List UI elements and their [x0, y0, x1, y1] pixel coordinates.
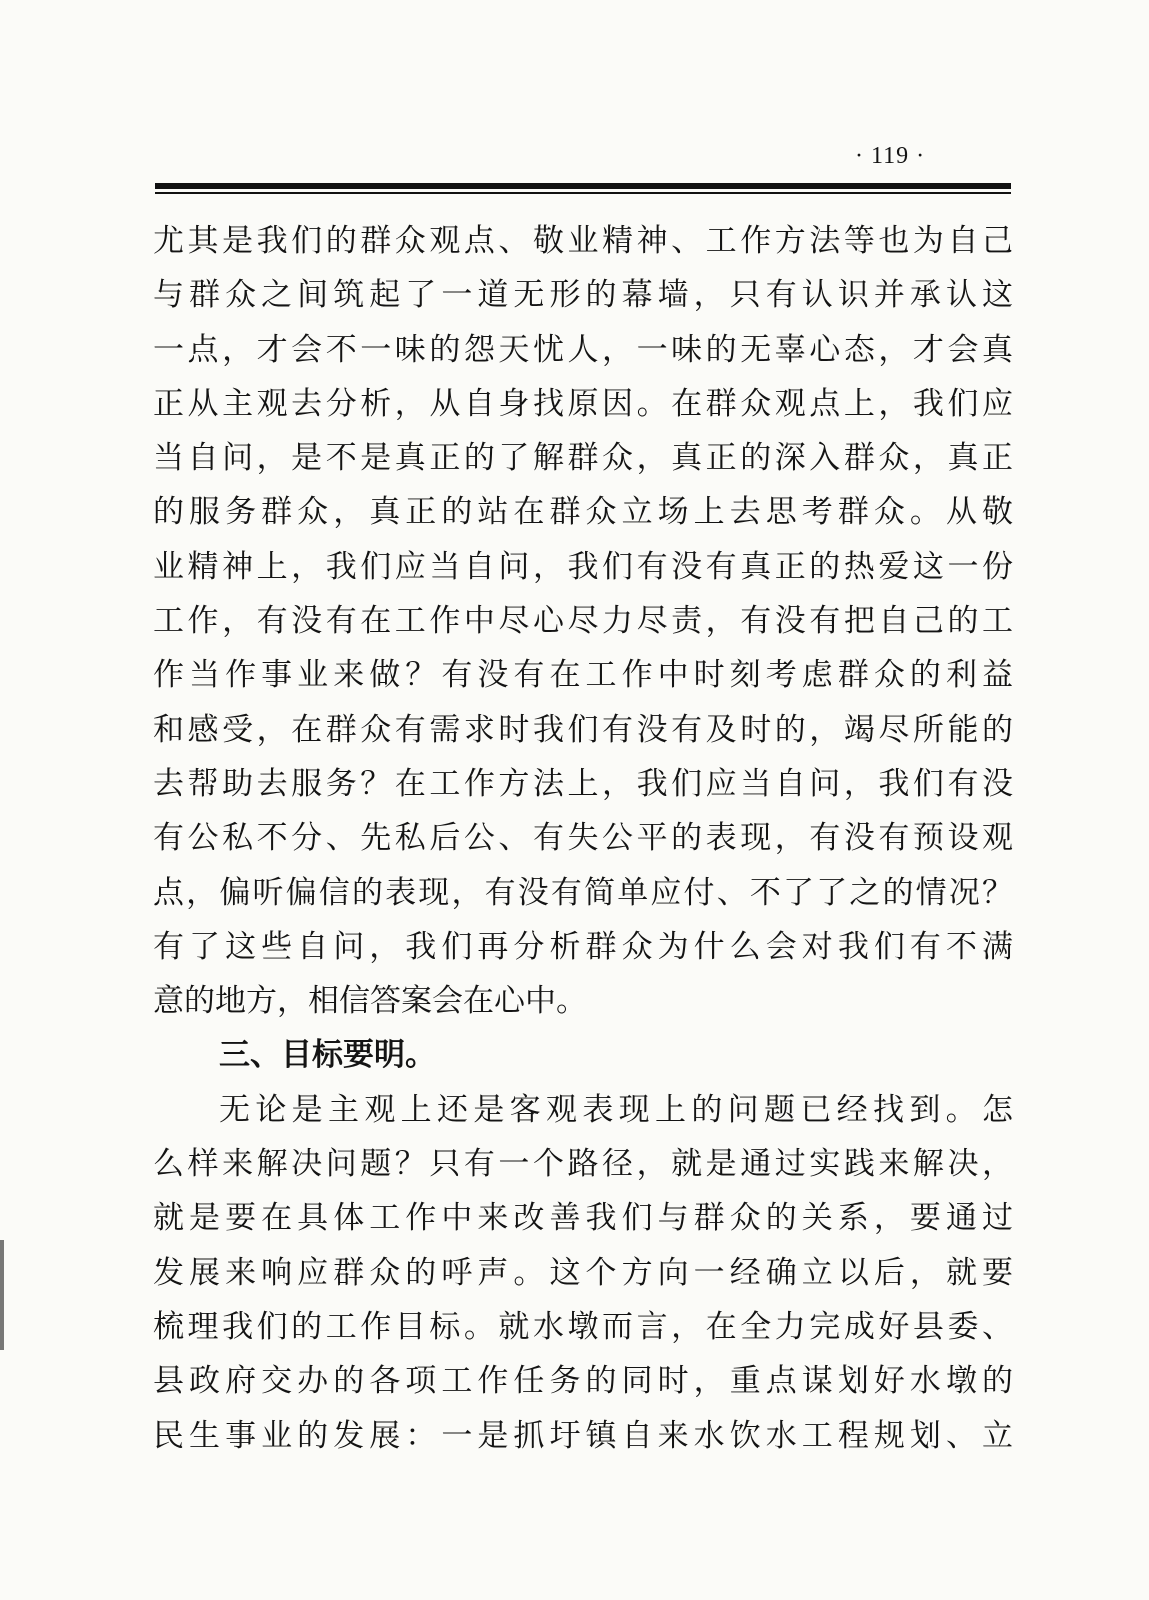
- text-line: 么样来解决问题？只有一个路径，就是通过实践来解决，: [153, 1146, 1013, 1183]
- text-line: 当自问，是不是真正的了解群众，真正的深入群众，真正: [153, 440, 1013, 477]
- text-line: 尤其是我们的群众观点、敬业精神、工作方法等也为自己: [153, 223, 1013, 259]
- text-line: 去帮助去服务？在工作方法上，我们应当自问，我们有没: [153, 765, 1013, 802]
- section-heading: 三、目标要明。: [219, 1037, 436, 1074]
- text-line: 作当作事业来做？有没有在工作中时刻考虑群众的利益: [153, 657, 1013, 694]
- text-line: 无论是主观上还是客观表现上的问题已经找到。怎: [219, 1091, 1013, 1128]
- text-line: 点，偏听偏信的表现，有没有简单应付、不了了之的情况？: [153, 874, 1013, 911]
- text-line: 意的地方，相信答案会在心中。: [153, 983, 587, 1020]
- text-line: 工作，有没有在工作中尽心尽力尽责，有没有把自己的工: [153, 603, 1013, 640]
- text-line: 与群众之间筑起了一道无形的幕墙，只有认识并承认这: [153, 277, 1013, 314]
- text-line: 有公私不分、先私后公、有失公平的表现，有没有预设观: [153, 820, 1013, 857]
- header-rule-thin: [155, 192, 1011, 194]
- text-line: 一点，才会不一味的怨天忧人，一味的无辜心态，才会真: [153, 331, 1013, 368]
- text-line: 梳理我们的工作目标。就水墩而言，在全力完成好县委、: [153, 1308, 1013, 1345]
- text-line: 业精神上，我们应当自问，我们有没有真正的热爱这一份: [153, 548, 1013, 585]
- header-rule-thick: [155, 183, 1011, 189]
- text-line: 民生事业的发展：一是抓圩镇自来水饮水工程规划、立: [153, 1417, 1013, 1454]
- text-line: 发展来响应群众的呼声。这个方向一经确立以后，就要: [153, 1254, 1013, 1291]
- text-line: 正从主观去分析，从自身找原因。在群众观点上，我们应: [153, 385, 1013, 422]
- text-line: 和感受，在群众有需求时我们有没有及时的，竭尽所能的: [153, 711, 1013, 748]
- text-line: 有了这些自问，我们再分析群众为什么会对我们有不满: [153, 928, 1013, 965]
- body-text: [153, 214, 1013, 1463]
- page-number: · 119 ·: [855, 143, 926, 169]
- text-line: 县政府交办的各项工作任务的同时，重点谋划好水墩的: [153, 1363, 1013, 1400]
- text-line: 的服务群众，真正的站在群众立场上去思考群众。从敬: [153, 494, 1013, 531]
- scan-edge-mark: [0, 1240, 4, 1350]
- text-line: 就是要在具体工作中来改善我们与群众的关系，要通过: [153, 1200, 1013, 1237]
